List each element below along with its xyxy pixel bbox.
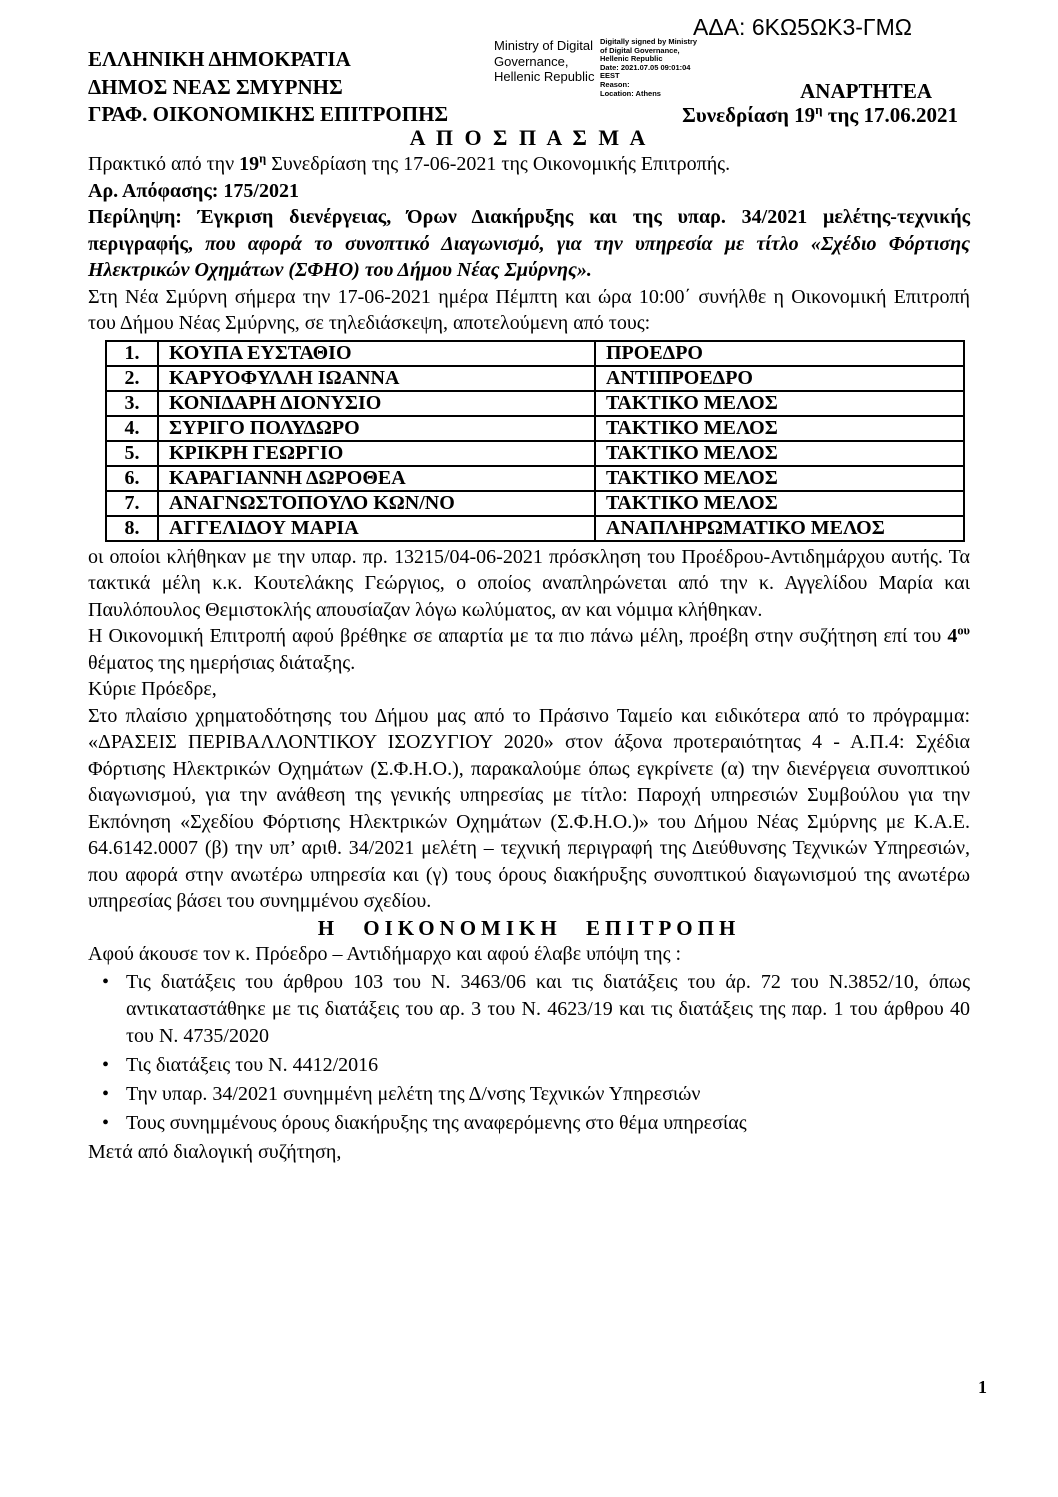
summary-paragraph bbox=[88, 204, 970, 284]
stamp-detail-line: of Digital Governance, bbox=[600, 45, 680, 55]
member-name: ΑΝΑΓΝΩΣΤΟΠΟΥΛΟ ΚΩΝ/ΝΟ bbox=[158, 491, 595, 516]
stamp-detail-line: EEST bbox=[600, 71, 620, 81]
org-line-republic: ΕΛΛΗΝΙΚΗ ΔΗΜΟΚΡΑΤΙΑ bbox=[88, 47, 351, 71]
considering-paragraph: Αφού άκουσε τον κ. Πρόεδρο – Αντιδήμαρχο και αφού έλαβε υπόψη της : bbox=[88, 943, 682, 965]
salutation: Κύριε Πρόεδρε, bbox=[88, 678, 217, 700]
org-line-office: ΓΡΑΦ. ΟΙΚΟΝΟΜΙΚΗΣ ΕΠΙΤΡΟΠΗΣ bbox=[88, 102, 449, 126]
minutes-session-number bbox=[239, 153, 266, 175]
member-number: 6. bbox=[106, 466, 158, 491]
member-number: 8. bbox=[106, 516, 158, 541]
decision-number-line bbox=[88, 178, 970, 205]
agenda-item-number bbox=[947, 625, 970, 647]
minutes-pre: Πρακτικό από την bbox=[88, 153, 240, 175]
member-number: 4. bbox=[106, 416, 158, 441]
stamp-detail-line: Hellenic Republic bbox=[600, 54, 663, 64]
org-header bbox=[88, 46, 448, 129]
member-number: 2. bbox=[106, 366, 158, 391]
agenda-ordinal: ου bbox=[957, 623, 970, 638]
ada-code: ΑΔΑ: 6ΚΩ5ΩΚ3-ΓΜΩ bbox=[693, 14, 912, 40]
agenda-num: 4 bbox=[947, 625, 958, 647]
table-row bbox=[106, 441, 964, 466]
quorum-post: θέματος της ημερήσιας διάταξης. bbox=[88, 651, 356, 674]
document-body bbox=[88, 124, 970, 1165]
list-item: • Τις διατάξεις του Ν. 4412/2016 bbox=[126, 1052, 970, 1079]
org-line-municipality: ΔΗΜΟΣ ΝΕΑΣ ΣΜΥΡΝΗΣ bbox=[88, 74, 343, 99]
meeting-paragraph: Στη Νέα Σμύρνη σήμερα την 17-06-2021 ημέρα Πέμπτη και ώρα 10:00΄ συνήλθε η Οικονομική Επιτροπή του Δήμου Νέας Σμύρνης, σε τηλεδιάσκεψη, αποτελούμενη από τους: bbox=[88, 285, 970, 334]
member-number: 7. bbox=[106, 491, 158, 516]
table-row bbox=[106, 491, 964, 516]
member-role: ΑΝΤΙΠΡΟΕΔΡΟ bbox=[595, 366, 964, 391]
member-role: ΤΑΚΤΙΚΟ ΜΕΛΟΣ bbox=[595, 466, 964, 491]
list-item: • Την υπαρ. 34/2021 συνημμένη μελέτη της Δ/νσης Τεχνικών Υπηρεσιών bbox=[126, 1081, 970, 1108]
table-row bbox=[106, 341, 964, 366]
member-name: ΣΥΡΙΓΟ ΠΟΛΥΔΩΡΟ bbox=[158, 416, 595, 441]
member-role: ΑΝΑΠΛΗΡΩΜΑΤΙΚΟ ΜΕΛΟΣ bbox=[595, 516, 964, 541]
minutes-num: 19 bbox=[239, 153, 260, 175]
quorum-paragraph bbox=[88, 623, 970, 676]
member-role: ΤΑΚΤΙΚΟ ΜΕΛΟΣ bbox=[595, 441, 964, 466]
minutes-ordinal: η bbox=[259, 151, 267, 166]
member-name: ΚΟΥΠΑ ΕΥΣΤΑΘΙΟ bbox=[158, 341, 595, 366]
member-number: 3. bbox=[106, 391, 158, 416]
invitation-paragraph: οι οποίοι κλήθηκαν με την υπαρ. πρ. 13215/04-06-2021 πρόσκληση του Προέδρου-Αντιδημάρχου αυτής. Τα τακτικά μέλη κ.κ. Κουτελάκης Γεώργιος, ο οποίος αναπληρώνεται από την κ. Αγγελίδου Μαρία και Παυλόπουλος Θεμιστοκλής απουσίαζαν λόγω κωλύματος, αν και νόμιμα κλήθηκαν. bbox=[88, 545, 970, 621]
table-row bbox=[106, 516, 964, 541]
session-pre: Συνεδρίαση 19 bbox=[682, 103, 816, 127]
minutes-line bbox=[88, 151, 970, 178]
summary-italic-part: που αφορά το συνοπτικό Διαγωνισμό, για την υπηρεσία με τίτλο «Σχέδιο Φόρτισης Ηλεκτρικών Οχημάτων (ΣΦΗΟ) του Δήμου Νέας Σμύρνης». bbox=[88, 232, 970, 281]
document-title: Α Π Ο Σ Π Α Σ Μ Α bbox=[409, 125, 649, 150]
member-role: ΠΡΟΕΔΡΟ bbox=[595, 341, 964, 366]
table-row bbox=[106, 466, 964, 491]
digital-signature-details bbox=[600, 38, 697, 98]
member-name: ΑΓΓΕΛΙΔΟΥ ΜΑΡΙΑ bbox=[158, 516, 595, 541]
stamp-detail-line: Location: Athens bbox=[600, 88, 661, 98]
decision-number: 175/2021 bbox=[223, 179, 299, 202]
member-number: 5. bbox=[106, 441, 158, 466]
table-row bbox=[106, 366, 964, 391]
stamp-name-line: Hellenic Republic bbox=[494, 69, 595, 84]
stamp-detail-line: Reason: bbox=[600, 79, 630, 89]
stamp-name-line: Ministry of Digital bbox=[494, 38, 593, 53]
list-item: • Τις διατάξεις του άρθρου 103 του Ν. 3463/06 και τις διατάξεις του άρ. 72 του Ν.3852/10, όπως αντικαταστάθηκε με τις διατάξεις του αρ. 3 του Ν. 4623/19 και τις διατάξεις της παρ. 1 του άρθρου 40 του Ν. 4735/2020 bbox=[126, 969, 970, 1050]
closing-paragraph: Μετά από διαλογική συζήτηση, bbox=[88, 1140, 342, 1163]
anartitea-label: ΑΝΑΡΤΗΤΕΑ bbox=[800, 79, 932, 103]
table-row bbox=[106, 391, 964, 416]
request-paragraph: Στο πλαίσιο χρηματοδότησης του Δήμου μας από το Πράσινο Ταμείο και ειδικότερα από το πρόγραμμα: «ΔΡΑΣΕΙΣ ΠΕΡΙΒΑΛΛΟΝΤΙΚΟΥ ΙΣΟΖΥΓΙΟΥ 2020» στον άξονα προτεραιότητας 4 - Α.Π.4: Σχέδια Φόρτισης Ηλεκτρικών Οχημάτων (Σ.Φ.Η.Ο.), παρακαλούμε όπως εγκρίνετε (α) την διενέργεια συνοπτικού διαγωνισμού, για την ανάθεση της γενικής υπηρεσίας με τίτλο: Παροχή υπηρεσιών Συμβούλου για την Εκπόνηση «Σχεδίου Φόρτισης Ηλεκτρικών Οχημάτων (Σ.Φ.Η.Ο.)» του Δήμου Νέας Σμύρνης με Κ.Α.Ε. 64.6142.0007 (β) την υπ’ αριθ. 34/2021 μελέτη – τεχνική περιγραφή της Διεύθυνσης Τεχνικών Υπηρεσιών, που αφορά στην ανωτέρω υπηρεσία και (γ) τους όρους διακήρυξης συνοπτικού διαγωνισμού της ανωτέρω υπηρεσίας βάσει του συνημμένου σχεδίου. bbox=[88, 704, 970, 912]
member-role: ΤΑΚΤΙΚΟ ΜΕΛΟΣ bbox=[595, 491, 964, 516]
table-row bbox=[106, 416, 964, 441]
member-role: ΤΑΚΤΙΚΟ ΜΕΛΟΣ bbox=[595, 416, 964, 441]
stamp-detail-line: Digitally signed by Ministry bbox=[600, 37, 698, 46]
digital-signature-stamp bbox=[494, 38, 594, 85]
member-name: ΚΑΡΑΓΙΑΝΝΗ ΔΩΡΟΘΕΑ bbox=[158, 466, 595, 491]
session-post: της 17.06.2021 bbox=[822, 103, 958, 127]
member-number: 1. bbox=[106, 341, 158, 366]
legal-references-list bbox=[88, 969, 970, 1137]
member-name: ΚΟΝΙΔΑΡΗ ΔΙΟΝΥΣΙΟ bbox=[158, 391, 595, 416]
decision-label: Αρ. Απόφασης: bbox=[88, 179, 224, 202]
session-ordinal: η bbox=[815, 102, 823, 117]
page-number: 1 bbox=[978, 1377, 987, 1397]
member-name: ΚΑΡΥΟΦΥΛΛΗ ΙΩΑΝΝΑ bbox=[158, 366, 595, 391]
stamp-detail-line: Date: 2021.07.05 09:01:04 bbox=[600, 62, 691, 72]
stamp-name-line: Governance, bbox=[494, 53, 569, 69]
minutes-post: Συνεδρίαση της 17-06-2021 της Οικονομικής Επιτροπής. bbox=[266, 153, 731, 175]
committee-heading: Η ΟΙΚΟΝΟΜΙΚΗ ΕΠΙΤΡΟΠΗ bbox=[317, 915, 741, 940]
summary-bold-part: Περίληψη: Έγκριση διενέργειας, Όρων Διακήρυξης και της υπαρ. 34/2021 μελέτης-τεχνικής περιγραφής, bbox=[88, 206, 970, 255]
member-name: ΚΡΙΚΡΗ ΓΕΩΡΓΙΟ bbox=[158, 441, 595, 466]
member-role: ΤΑΚΤΙΚΟ ΜΕΛΟΣ bbox=[595, 391, 964, 416]
list-item: • Τους συνημμένους όρους διακήρυξης της αναφερόμενης στο θέμα υπηρεσίας bbox=[126, 1110, 970, 1137]
committee-members-table bbox=[105, 340, 965, 542]
quorum-pre: Η Οικονομική Επιτροπή αφού βρέθηκε σε απαρτία με τα πιο πάνω μέλη, προέβη στην συζήτηση επί του bbox=[88, 625, 948, 647]
